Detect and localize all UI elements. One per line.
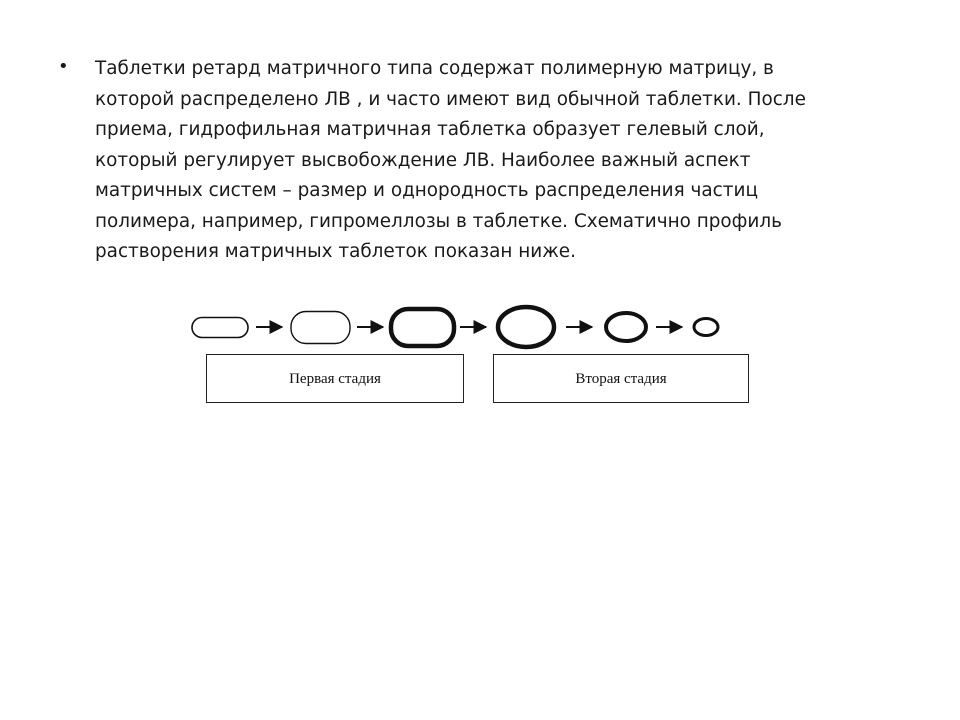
stage-1-box: Первая стадия — [206, 354, 464, 403]
paragraph-line: Таблетки ретард матричного типа содержат полимерную матрицу, в — [95, 58, 774, 79]
tablet-shape-6 — [694, 319, 718, 336]
stage-2-box: Вторая стадия — [493, 354, 749, 403]
tablet-shape-2 — [291, 312, 350, 344]
tablet-shape-4 — [498, 307, 554, 347]
paragraph-line: матричных систем – размер и однородность распределения частиц — [95, 180, 758, 201]
paragraph-line: приема, гидрофильная матричная таблетка образует гелевый слой, — [95, 119, 765, 140]
bullet-marker: • — [58, 56, 69, 77]
tablet-shape-5 — [606, 313, 646, 341]
paragraph-line: который регулирует высвобождение ЛВ. Наиболее важный аспект — [95, 149, 751, 171]
paragraph-line: которой распределено ЛВ , и часто имеют вид обычной таблетки. После — [95, 88, 806, 110]
paragraph-line: растворения матричных таблеток показан ниже. — [95, 241, 576, 262]
paragraph-line: полимера, например, гипромеллозы в таблетке. Схематично профиль — [95, 210, 782, 232]
tablet-shape-3 — [391, 309, 454, 346]
tablet-shape-1 — [192, 318, 248, 338]
